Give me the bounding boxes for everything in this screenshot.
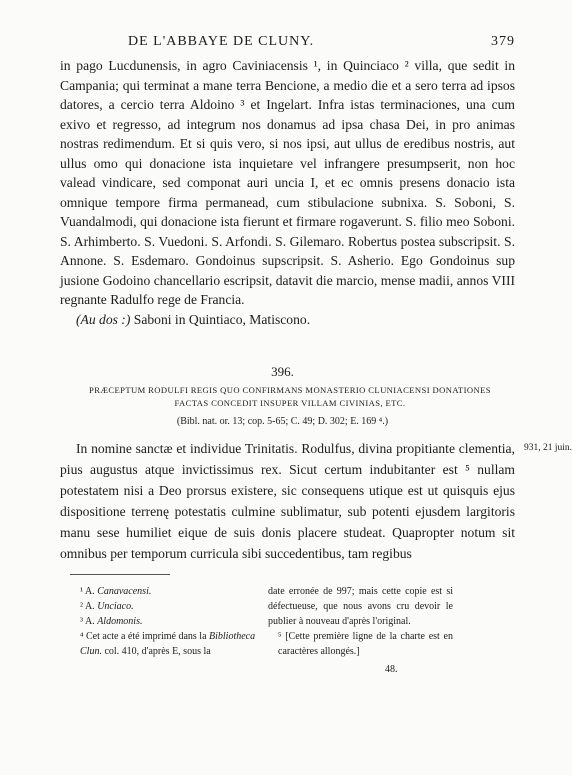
footnote: date erronée de 997; mais cette copie est si défectueuse, que nous avons cru devoir le publier à nouveau d'après l'original. [268, 586, 453, 627]
charter-text [60, 438, 515, 564]
rubric-line: FACTAS CONCEDIT INSUPER VILLAM CIVINIAS, ETC. [174, 398, 406, 408]
signature-mark: 48. [385, 664, 398, 675]
page-number: 379 [491, 34, 515, 49]
margin-date: 931, 21 juin. [524, 443, 572, 453]
body-paragraph: in pago Lucdunensis, in agro Caviniacensis ¹, in Quinciaco ² villa, que sedit in Campania; qui terminat a mane terra Bencione, a medio die et a sero terra ad ipsos datores, a cercio terra Aldoino ³ et Ingelart. Infra istas terminaciones, una cum exivo et regresso, ad integrum nos donamus ad ipsa chasa Dei, in pro animas nostras redimendum. Et si quis vero, si nos ipsi, aut ullus de eredibus nostris, aut ullus omo qui donacione ista inquietare vel infrangere presumpserit, non hoc valead vindicare, sed componat auri uncia I, et ec omnis presens donacio ista omnique tempore firma permanead, cum stibulacione subnixa. S. Soboni, S. Vuandalmodi, qui donacione ista fierunt et firmare rogaverunt. S. filio meo Soboni. S. Arhimberto. S. Vuedoni. S. Arfondi. S. Gilemaro. Robertus postea subscripsit. S. Annone. S. Esdemaro. Gondoinus supscripsit. S. Asherio. Ego Gondoinus sup jusione Godoino chancellario escripsit, datavit die marcio, mense madii, annos VIII regnante Radulfo rege de Francia. [60, 58, 515, 307]
document-rubric [70, 384, 510, 410]
source-references: (Bibl. nat. or. 13; cop. 5-65; C. 49; D. 302; E. 169 ⁴.) [176, 416, 389, 427]
body-text [60, 56, 515, 329]
footnote: ¹ A. Canavacensi. [80, 586, 152, 597]
footnote: ⁴ Cet acte a été imprimé dans la Bibliotheca Clun. col. 410, d'après E, sous la [80, 631, 256, 657]
rubric-line: PRÆCEPTUM RODULFI REGIS QUO CONFIRMANS MONASTERIO CLUNIACENSI DONATIONES [89, 385, 491, 395]
au-dos-text: Saboni in Quintiaco, Matiscono. [130, 311, 311, 327]
footnote: ⁵ [Cette première ligne de la charte est en caractères allongés.] [278, 631, 453, 657]
document-number: 396. [271, 364, 294, 379]
page-title: DE L'ABBAYE DE CLUNY. [128, 34, 315, 49]
charter-paragraph: In nomine sanctæ et individue Trinitatis. Rodulfus, divina propitiante clementia, pius augustus atque invictissimus rex. Sicut certum indubitanter est ⁵ nullam potestatem nisi a Deo prorsus existere, sic consequens utique est ut quisquis ejus dispositione terrenę potestatis culmine sublimatur, sub potenti ejusdem largitoris manu sese humiliet eique de suis donis placere studeat. Quapropter notum sit omnibus per temporum curricula sibi succedentibus, tam regibus [60, 441, 515, 561]
footnotes-right [268, 584, 453, 659]
footnote-rule [70, 574, 170, 575]
footnote: ³ A. Aldomonis. [80, 616, 143, 627]
footnotes-left [70, 584, 260, 659]
au-dos-line [60, 310, 515, 330]
footnote: ² A. Unciaco. [80, 601, 134, 612]
au-dos-label: (Au dos :) [76, 311, 131, 327]
